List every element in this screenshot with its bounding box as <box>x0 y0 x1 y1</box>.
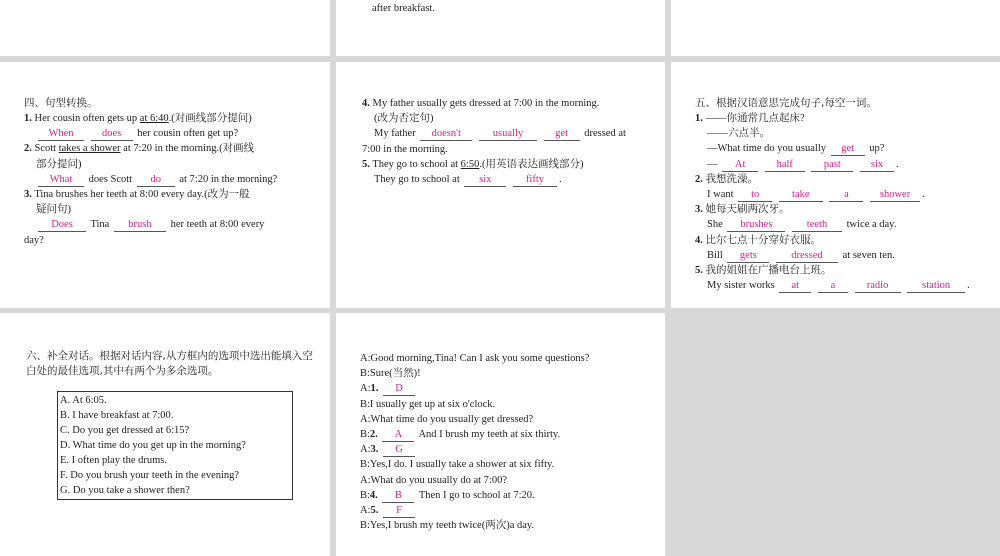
q5-1-answer-line-2: — At half past six . <box>707 158 899 170</box>
q5-4-cn: 4. 比尔七点十分穿好衣服。 <box>695 234 821 246</box>
answer-blank: station <box>907 280 965 293</box>
panel-section-5 <box>671 62 1000 308</box>
panel-section-4 <box>0 62 330 308</box>
q4-4-instruction: (改为否定句) <box>374 113 434 125</box>
q5-2-answer-line: I want to take a shower . <box>707 189 925 201</box>
answer-blank: past <box>811 159 853 172</box>
answer-blank: six <box>464 174 506 187</box>
q4-2-answer-line: What does Scott do at 7:20 in the morning? <box>24 172 316 187</box>
answer-blank: shower <box>870 189 920 202</box>
section-4-title: 四、句型转换。 <box>24 97 98 109</box>
q5-1-cn-reply: ——六点半。 <box>707 128 770 140</box>
panel-empty <box>671 313 1000 556</box>
answer-blank: D <box>383 383 415 396</box>
answer-blank: B <box>382 490 414 503</box>
panel-top-right <box>671 0 1000 56</box>
dialogue-line: A:3. G <box>360 442 655 457</box>
option-item: G. Do you take a shower then? <box>60 485 190 496</box>
q4-4-answer-cont: 7:00 in the morning. <box>362 143 448 155</box>
q4-3-answer-cont: day? <box>24 234 44 246</box>
q5-1-cn: 1. ——你通常几点起床? <box>695 113 805 124</box>
answer-blank: brush <box>114 219 166 232</box>
option-item: F. Do you brush your teeth in the evening? <box>60 470 240 481</box>
answer-blank: six <box>860 159 894 172</box>
panel-dialogue <box>336 313 665 556</box>
answer-blank: get <box>544 128 580 141</box>
answer-blank: A <box>382 429 414 442</box>
dialogue-line: B:I usually get up at six o'clock. <box>360 398 496 410</box>
q4-1-answer-line: When does her cousin often get up? <box>24 126 316 141</box>
option-item: A. At 6:05. <box>60 395 107 406</box>
panel-section-6 <box>0 313 330 556</box>
dialogue-line: A:1. D <box>360 381 655 396</box>
q4-4-question: 4. My father usually gets dressed at 7:00 in the morning. <box>362 98 600 109</box>
answer-blank: At <box>722 159 758 172</box>
answer-blank: take <box>779 189 823 202</box>
answer-blank: do <box>137 174 175 187</box>
q5-2-cn: 2. 我想洗澡。 <box>695 173 758 185</box>
answer-blank: radio <box>855 280 901 293</box>
dialogue-line: B:Sure(当然)! <box>360 368 421 380</box>
dialogue-line: A:5. F <box>360 503 655 518</box>
dialogue-line: B:4. B Then I go to school at 7:20. <box>360 489 535 501</box>
section-5-title: 五、根据汉语意思完成句子,每空一词。 <box>695 97 877 109</box>
panel-section-4-continued <box>336 62 665 308</box>
answer-blank: teeth <box>792 219 842 232</box>
q4-3-question: 3. Tina brushes her teeth at 8:00 every day.(改为一般 <box>24 189 250 201</box>
q4-5-answer-line: They go to school at six fifty . <box>374 174 562 186</box>
answer-blank: dressed <box>776 250 838 263</box>
q4-2-question: 2. Scott takes a shower at 7:20 in the morning.(对画线 <box>24 143 255 155</box>
option-item: B. I have breakfast at 7:00. <box>60 410 174 421</box>
dialogue-line: A:What do you usually do at 7:00? <box>360 474 507 486</box>
q5-5-cn: 5. 我的姐姐在广播电台上班。 <box>695 265 832 277</box>
answer-blank: usually <box>479 128 537 141</box>
q5-5-answer-line: My sister works at a radio station . <box>707 280 970 292</box>
q4-1-question: 1. Her cousin often gets up at 6:40.(对画线部分提问) <box>24 113 252 124</box>
answer-blank: When <box>38 128 84 141</box>
dialogue-line: A:What time do you usually get dressed? <box>360 413 534 425</box>
answer-blank: a <box>818 280 848 293</box>
q5-4-answer-line: Bill gets dressed at seven ten. <box>707 249 895 261</box>
answer-blank: Does <box>38 219 86 232</box>
answer-blank: a <box>829 189 863 202</box>
answer-blank: doesn't <box>420 128 472 141</box>
dialogue-line: B:2. A And I brush my teeth at six thirty. <box>360 429 561 441</box>
option-item: D. What time do you get up in the morning? <box>60 440 246 451</box>
panel-top-middle <box>336 0 665 56</box>
answer-blank: brushes <box>727 219 785 232</box>
answer-blank: F <box>383 505 415 518</box>
answer-blank: get <box>831 143 865 156</box>
option-item: C. Do you get dressed at 6:15? <box>60 425 190 436</box>
section-6-title: 六、补全对话。根据对话内容,从方框内的选项中选出能填入空白处的最佳选项,其中有两个为多余选项。 <box>26 350 313 377</box>
dialogue-line: B:Yes,I do. I usually take a shower at six fifty. <box>360 459 555 471</box>
dialogue-line: A:Good morning,Tina! Can I ask you some questions? <box>360 353 590 364</box>
answer-blank: to <box>738 189 772 202</box>
answer-blank: half <box>765 159 805 172</box>
q5-1-answer-line-1: —What time do you usually get up? <box>707 143 885 155</box>
q4-2-question-cont: 部分提问) <box>36 158 82 170</box>
panel-top-left <box>0 0 330 56</box>
answer-blank: at <box>779 280 811 293</box>
answer-blank: fifty <box>513 174 557 187</box>
answer-blank: What <box>38 174 84 187</box>
q4-3-question-cont: 疑问句) <box>36 204 71 216</box>
answer-blank: does <box>91 128 133 141</box>
top-fragment: after breakfast. <box>372 3 435 14</box>
answer-blank: G <box>383 444 415 457</box>
q4-3-answer-line: Does Tina brush her teeth at 8:00 every <box>24 217 316 232</box>
options-box <box>57 391 293 500</box>
option-item: E. I often play the drums. <box>60 455 168 466</box>
q5-3-answer-line: She brushes teeth twice a day. <box>707 219 897 231</box>
answer-blank: gets <box>727 250 769 263</box>
q4-4-answer-line: My father doesn't usually get dressed at <box>374 128 626 140</box>
q5-3-cn: 3. 她每天刷两次牙。 <box>695 204 790 216</box>
q4-5-question: 5. They go to school at 6:50.(用英语表达画线部分) <box>362 158 584 170</box>
dialogue-line: B:Yes,I brush my teeth twice(两次)a day. <box>360 520 535 532</box>
